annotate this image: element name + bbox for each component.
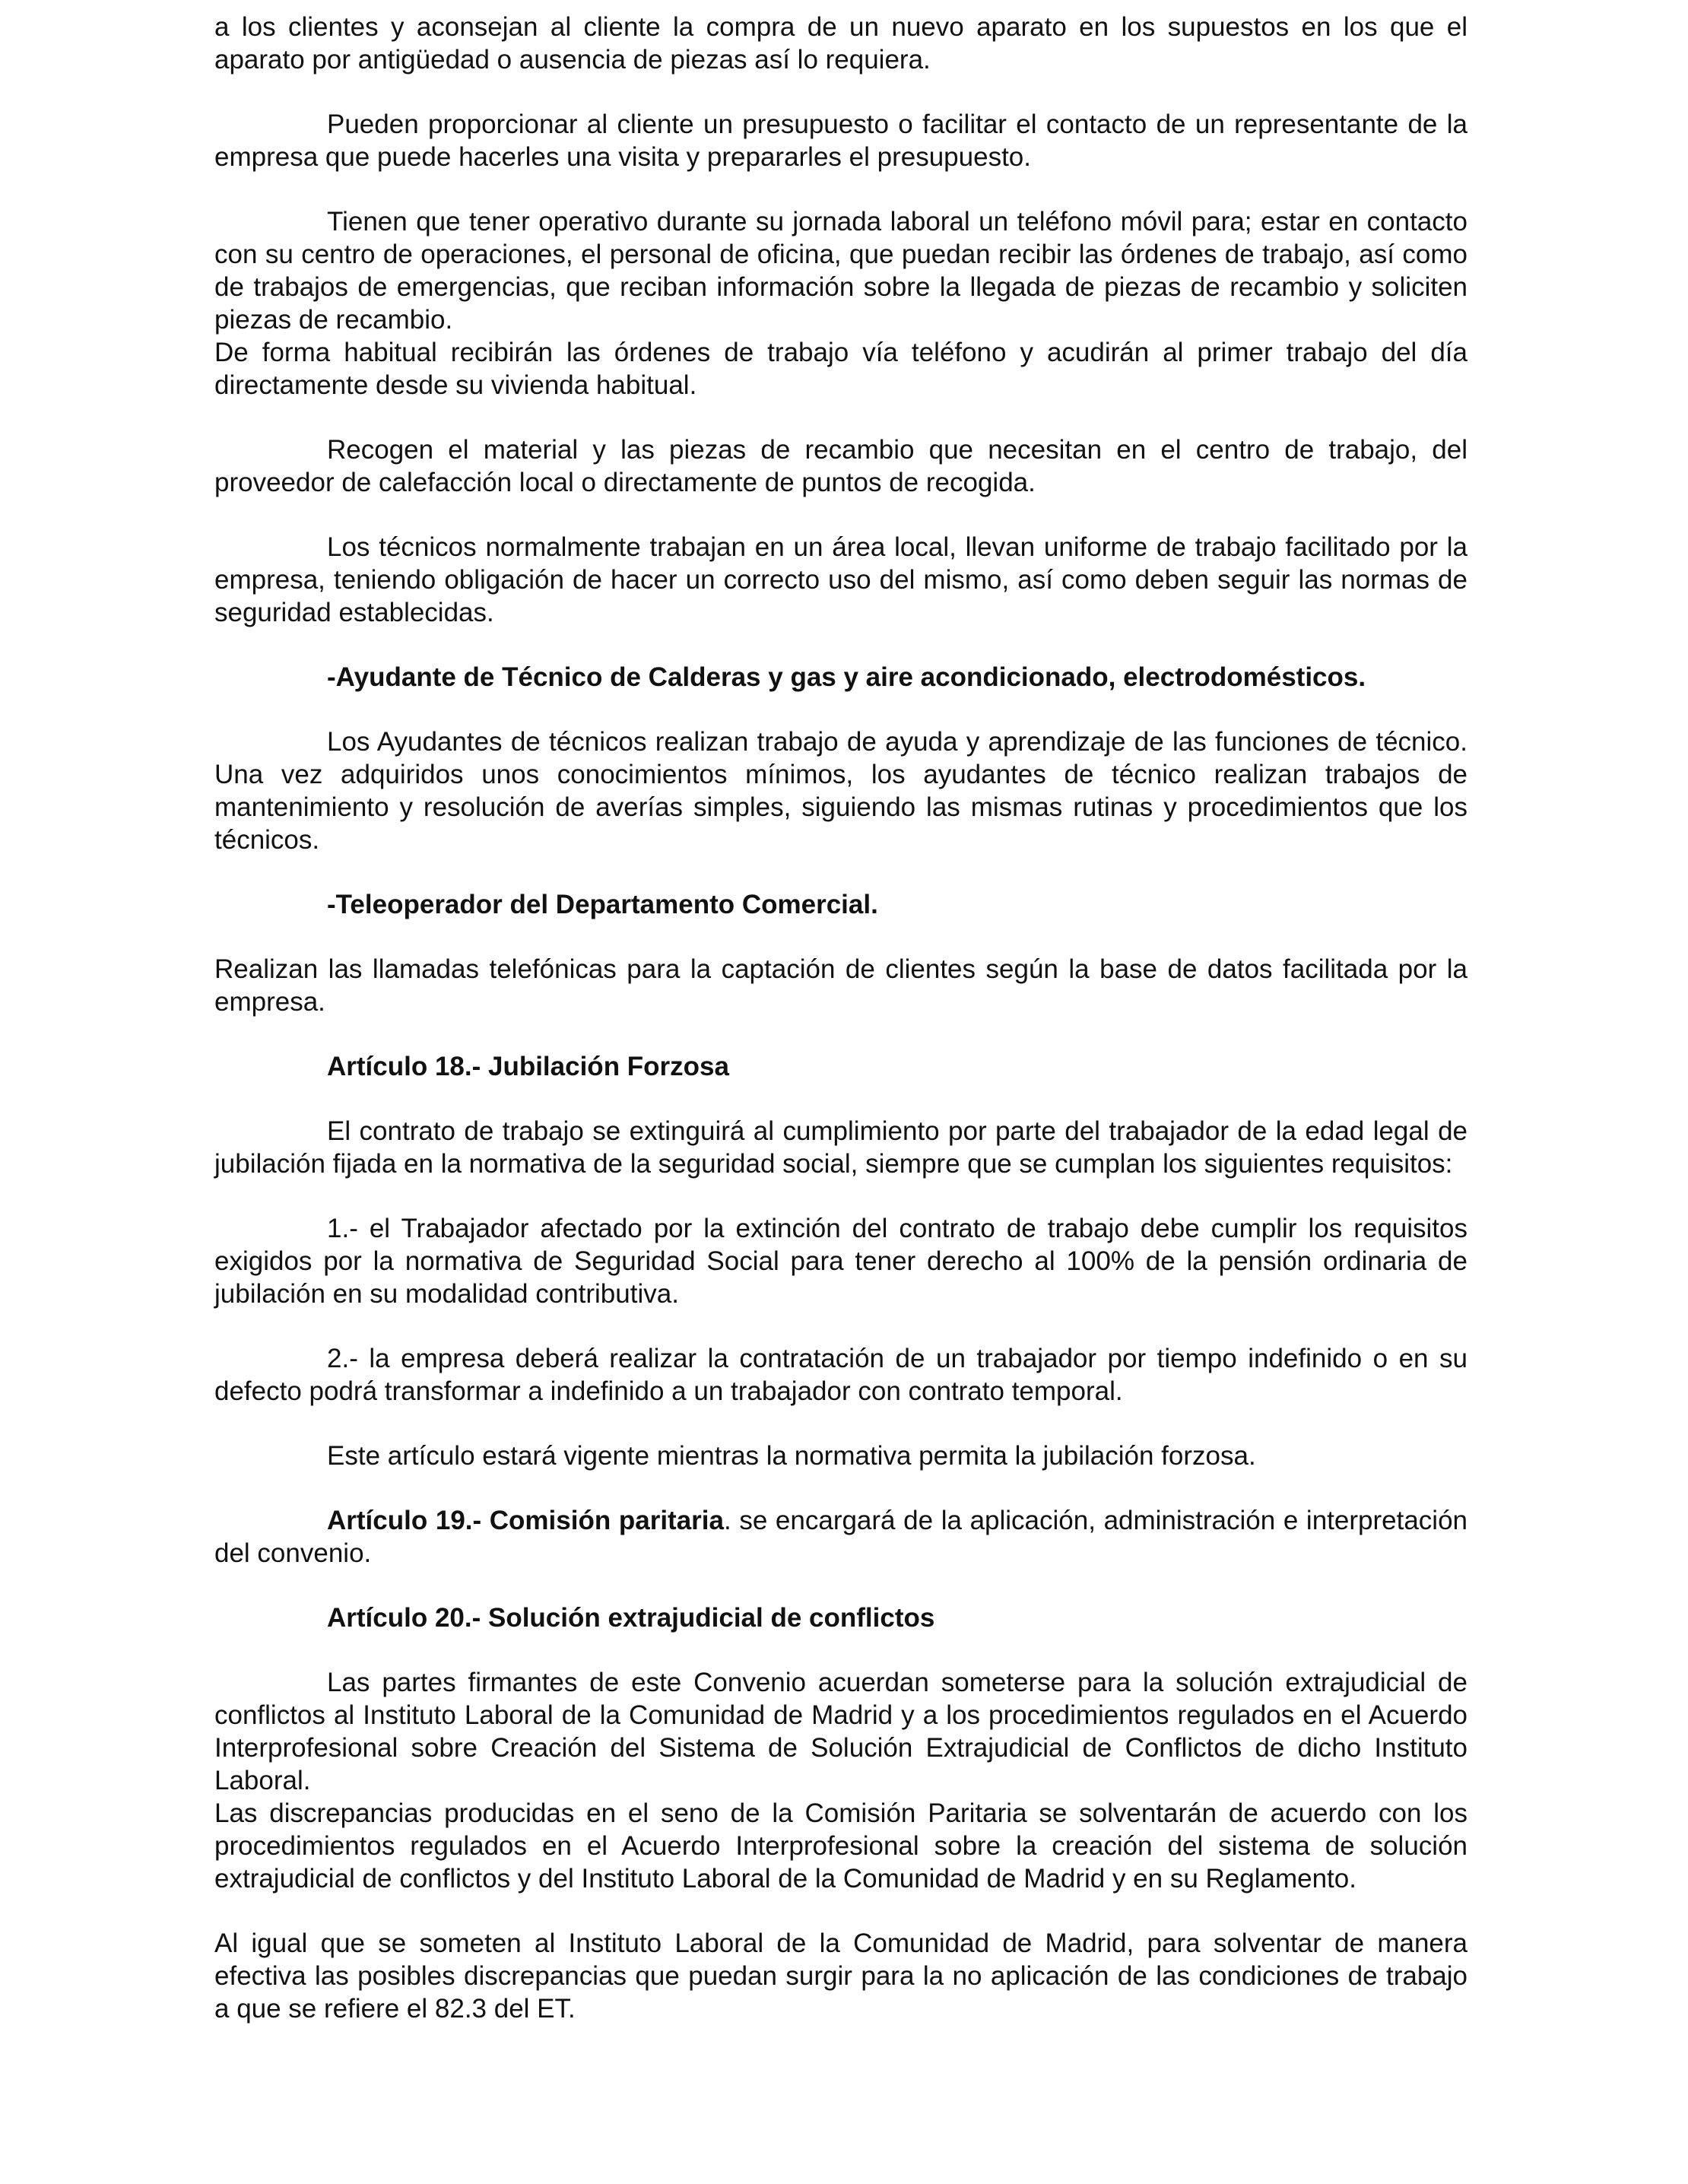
articulo-19-text: . se encargará de la aplicación, administración e interpretación del convenio. <box>214 1506 1468 1568</box>
paragraph-ordenes-trabajo: De forma habitual recibirán las órdenes de trabajo vía teléfono y acudirán al primer trabajo del día directamente desde su vivienda habitual. <box>214 338 1467 400</box>
heading-articulo-19: Artículo 19.- Comisión paritaria <box>327 1506 724 1535</box>
paragraph-presupuesto: Pueden proporcionar al cliente un presupuesto o facilitar el contacto de un representante de la empresa que puede hacerles una visita y prepararles el presupuesto. <box>214 110 1467 172</box>
heading-articulo-18: Artículo 18.- Jubilación Forzosa <box>327 1052 729 1081</box>
paragraph-extincion-contrato: El contrato de trabajo se extinguirá al cumplimiento por parte del trabajador de la edad legal de jubilación fijada en la normativa de la seguridad social, siempre que se cumplan los siguientes requisitos: <box>214 1116 1467 1179</box>
paragraph-continuation: a los clientes y aconsejan al cliente la compra de un nuevo aparato en los supuestos en los que el aparato por antigüedad o ausencia de piezas así lo requiera. <box>214 12 1467 75</box>
paragraph-partes-firmantes: Las partes firmantes de este Convenio acuerdan someterse para la solución extrajudicial de conflictos al Instituto Laboral de la Comunidad de Madrid y a los procedimientos regulados en el Acuerdo Interprofesional sobre Creación del Sistema de Solución Extrajudicial de Conflictos de dicho Instituto Laboral. <box>214 1668 1467 1795</box>
heading-ayudante-tecnico: -Ayudante de Técnico de Calderas y gas y aire acondicionado, electrodomésticos. <box>327 662 1366 692</box>
heading-articulo-20: Artículo 20.- Solución extrajudicial de conflictos <box>327 1603 935 1633</box>
paragraph-area-local: Los técnicos normalmente trabajan en un área local, llevan uniforme de trabajo facilitado por la empresa, teniendo obligación de hacer un correcto uso del mismo, así como deben seguir las normas de seguridad establecidas. <box>214 532 1467 627</box>
paragraph-vigencia: Este artículo estará vigente mientras la normativa permita la jubilación forzosa. <box>327 1441 1256 1471</box>
heading-teleoperador: -Teleoperador del Departamento Comercial. <box>327 890 878 919</box>
paragraph-discrepancias: Las discrepancias producidas en el seno de la Comisión Paritaria se solventarán de acuerdo con los procedimientos regulados en el Acuerdo Interprofesional sobre la creación del sistema de solución extrajudicial de conflictos y del Instituto Laboral de la Comunidad de Madrid y en su Reglamento. <box>214 1798 1467 1894</box>
paragraph-requisito-1: 1.- el Trabajador afectado por la extinción del contrato de trabajo debe cumplir los requisitos exigidos por la normativa de Seguridad Social para tener derecho al 100% de la pensión ordinaria de jubilación en su modalidad contributiva. <box>214 1214 1467 1309</box>
paragraph-llamadas: Realizan las llamadas telefónicas para la captación de clientes según la base de datos facilitada por la empresa. <box>214 954 1467 1017</box>
paragraph-telefono-movil: Tienen que tener operativo durante su jornada laboral un teléfono móvil para; estar en contacto con su centro de operaciones, el personal de oficina, que puedan recibir las órdenes de trabajo, así como de trabajos de emergencias, que reciban información sobre la llegada de piezas de recambio y soliciten piezas de recambio. <box>214 207 1467 335</box>
paragraph-requisito-2: 2.- la empresa deberá realizar la contratación de un trabajador por tiempo indefinido o en su defecto podrá transformar a indefinido a un trabajador con contrato temporal. <box>214 1344 1467 1406</box>
paragraph-ayudantes: Los Ayudantes de técnicos realizan trabajo de ayuda y aprendizaje de las funciones de técnico. Una vez adquiridos unos conocimientos mínimos, los ayudantes de técnico realizan trabajos de mantenimiento y resolución de averías simples, siguiendo las mismas rutinas y procedimientos que los técnicos. <box>214 727 1467 855</box>
document-page <box>214 0 1467 2057</box>
paragraph-al-igual: Al igual que se someten al Instituto Laboral de la Comunidad de Madrid, para solventar de manera efectiva las posibles discrepancias que puedan surgir para la no aplicación de las condiciones de trabajo a que se refiere el 82.3 del ET. <box>214 1928 1467 2024</box>
paragraph-material-recambio: Recogen el material y las piezas de recambio que necesitan en el centro de trabajo, del proveedor de calefacción local o directamente de puntos de recogida. <box>214 435 1467 497</box>
paragraph-articulo-19 <box>214 1504 1467 1570</box>
